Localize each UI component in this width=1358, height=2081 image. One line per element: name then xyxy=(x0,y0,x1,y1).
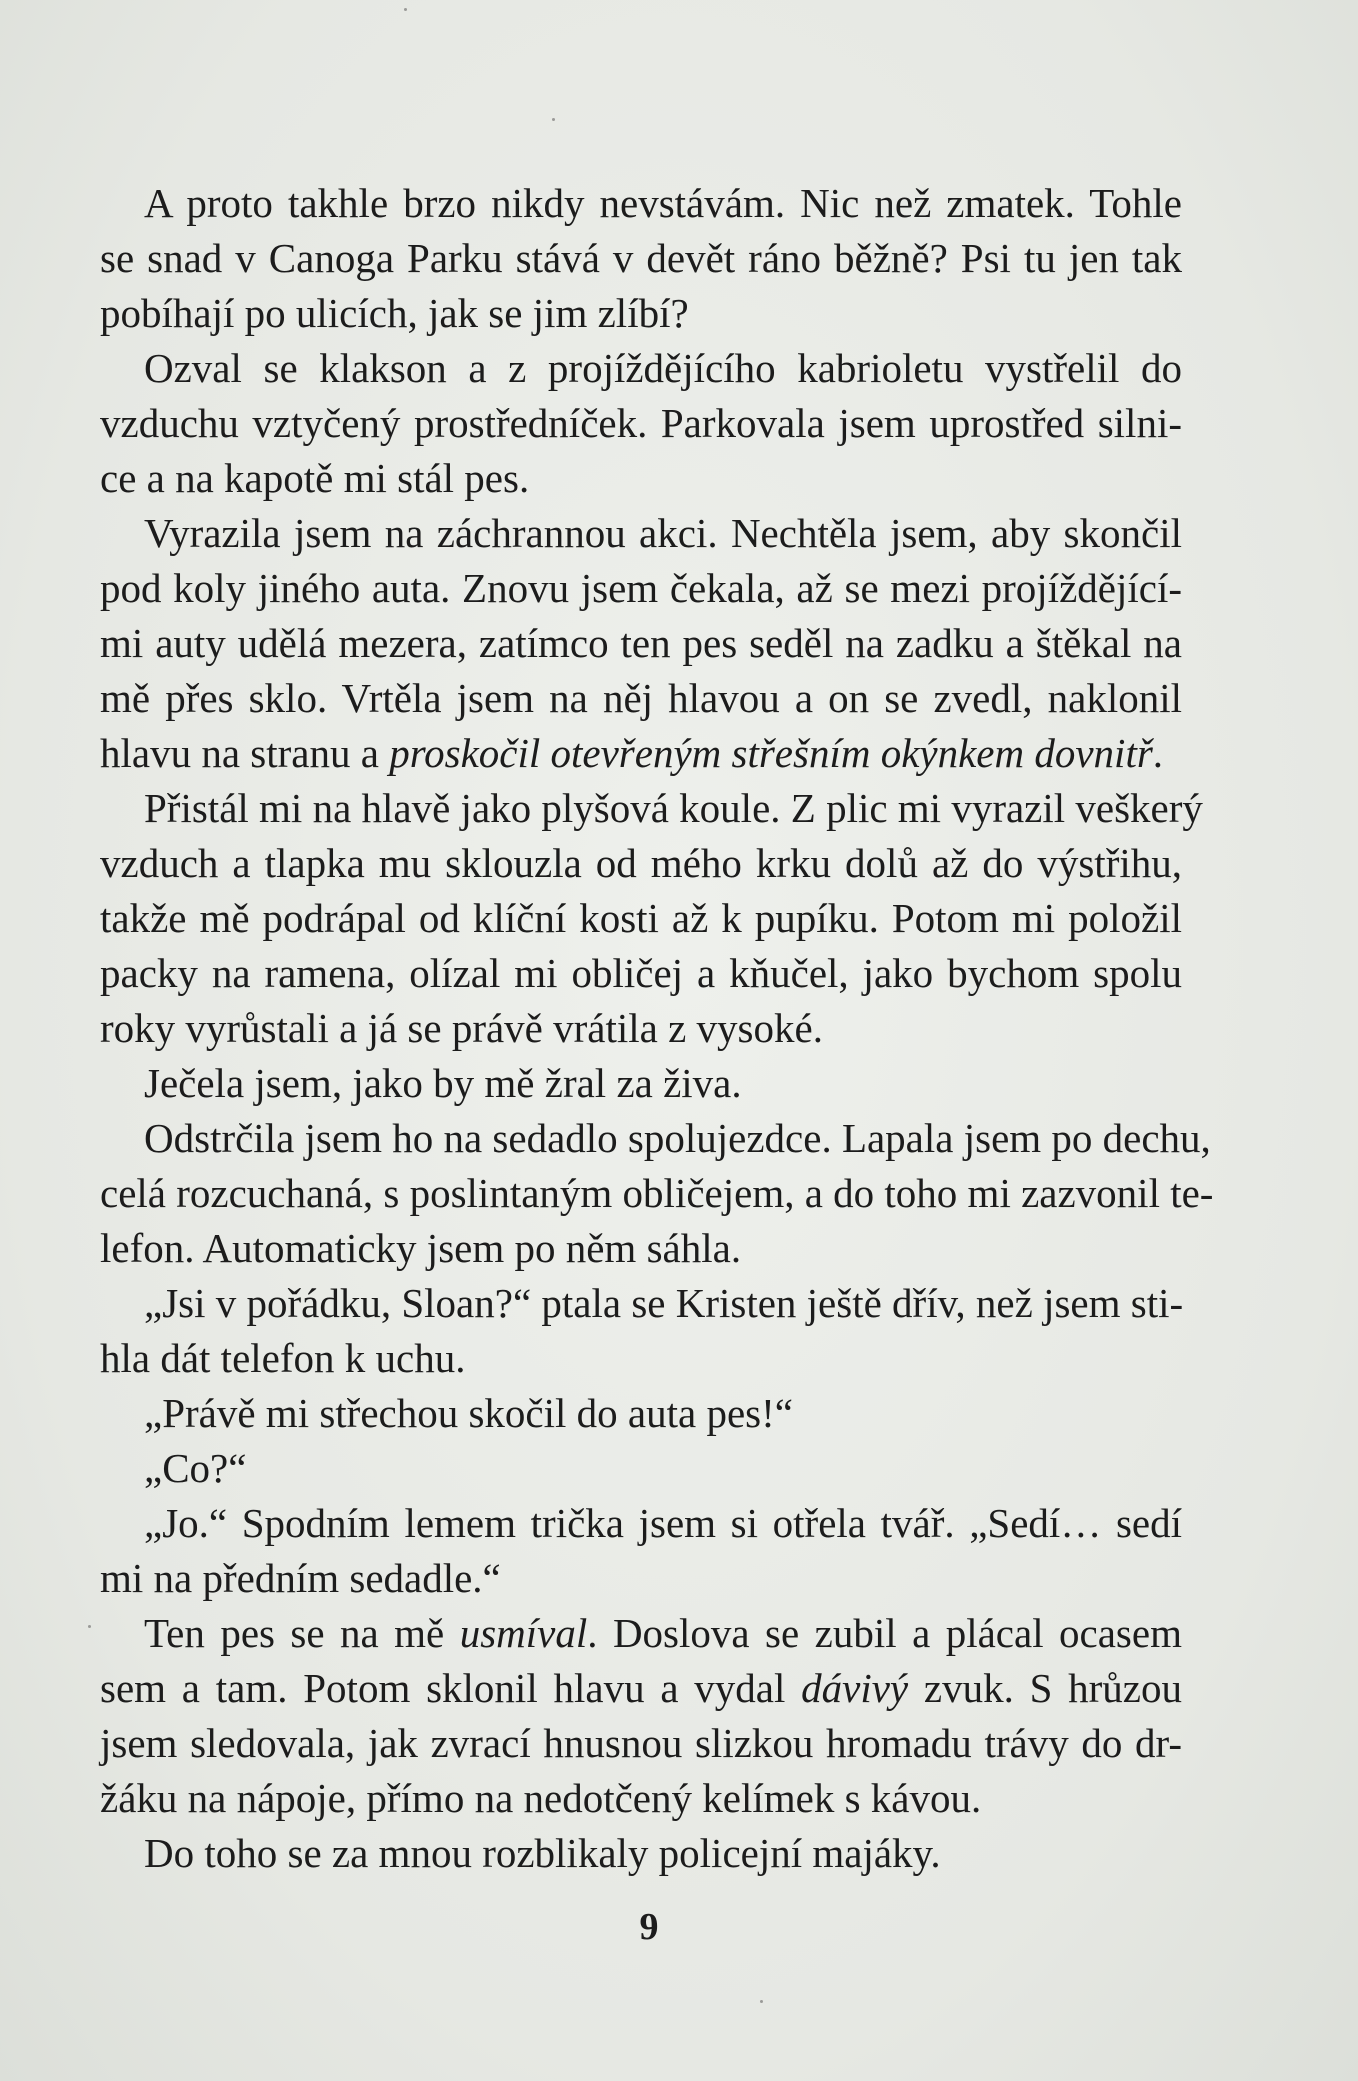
text-line: vzduchu vztyčený prostředníček. Parkovala jsem uprostřed silni- xyxy=(100,400,1182,446)
text-line: Ozval se klakson a z projíždějícího kabrioletu vystřelil do xyxy=(144,345,1182,391)
text-line: packy na ramena, olízal mi obličej a kňučel, jako bychom spolu xyxy=(100,950,1182,996)
text-line: „Jo.“ Spodním lemem trička jsem si otřela tvář. „Sedí… sedí xyxy=(144,1500,1182,1546)
text-line: žáku na nápoje, přímo na nedotčený kelímek s kávou. xyxy=(100,1775,982,1821)
text-line: se snad v Canoga Parku stává v devět ráno běžně? Psi tu jen tak xyxy=(100,235,1182,281)
paper-speck xyxy=(552,118,555,121)
text-line: celá rozcuchaná, s poslintaným obličejem, a do toho mi zazvonil te- xyxy=(100,1170,1214,1216)
text-line: Do toho se za mnou rozblikaly policejní majáky. xyxy=(144,1830,941,1876)
text-line: vzduch a tlapka mu sklouzla od mého krku dolů až do výstřihu, xyxy=(100,840,1182,886)
text-line: mi na předním sedadle.“ xyxy=(100,1555,501,1601)
paper-speck xyxy=(404,8,407,11)
page-number: 9 xyxy=(639,1906,659,1948)
text-line: hlavu na stranu a proskočil otevřeným střešním okýnkem dovnitř. xyxy=(100,730,1164,776)
text-line: „Právě mi střechou skočil do auta pes!“ xyxy=(144,1390,793,1436)
text-line: Vyrazila jsem na záchrannou akci. Nechtěla jsem, aby skončil xyxy=(144,510,1182,556)
italic-text: proskočil otevřeným střešním okýnkem dovnitř xyxy=(389,730,1153,776)
text-line: pobíhají po ulicích, jak se jim zlíbí? xyxy=(100,290,689,336)
text-line: takže mě podrápal od klíční kosti až k pupíku. Potom mi položil xyxy=(100,895,1182,941)
paper-speck xyxy=(88,1625,91,1628)
text-line: „Jsi v pořádku, Sloan?“ ptala se Kristen ještě dřív, než jsem sti- xyxy=(144,1280,1184,1326)
text-line: mi auty udělá mezera, zatímco ten pes seděl na zadku a štěkal na xyxy=(100,620,1182,666)
italic-text: dávivý xyxy=(801,1665,909,1711)
text-line: mě přes sklo. Vrtěla jsem na něj hlavou a on se zvedl, naklonil xyxy=(100,675,1182,721)
text-line: Ten pes se na mě usmíval. Doslova se zubil a plácal ocasem xyxy=(144,1610,1182,1656)
text-line: ce a na kapotě mi stál pes. xyxy=(100,455,530,501)
text-line: hla dát telefon k uchu. xyxy=(100,1335,466,1381)
text-line: roky vyrůstali a já se právě vrátila z vysoké. xyxy=(100,1005,823,1051)
text-line: Odstrčila jsem ho na sedadlo spolujezdce. Lapala jsem po dechu, xyxy=(144,1115,1211,1161)
italic-text: usmíval xyxy=(459,1610,588,1656)
body-text xyxy=(100,176,1214,1881)
text-line: pod koly jiného auta. Znovu jsem čekala, až se mezi projíždějící- xyxy=(100,565,1182,611)
text-line: jsem sledovala, jak zvrací hnusnou slizkou hromadu trávy do dr- xyxy=(100,1720,1182,1766)
text-line: „Co?“ xyxy=(144,1445,247,1491)
text-line: Přistál mi na hlavě jako plyšová koule. Z plic mi vyrazil veškerý xyxy=(144,785,1203,831)
text-line: sem a tam. Potom sklonil hlavu a vydal dávivý zvuk. S hrůzou xyxy=(100,1665,1183,1711)
text-line: A proto takhle brzo nikdy nevstávám. Nic než zmatek. Tohle xyxy=(144,180,1182,226)
text-line: Ječela jsem, jako by mě žral za živa. xyxy=(144,1060,742,1106)
text-line: lefon. Automaticky jsem po něm sáhla. xyxy=(100,1225,742,1271)
paper-speck xyxy=(760,2000,763,2003)
